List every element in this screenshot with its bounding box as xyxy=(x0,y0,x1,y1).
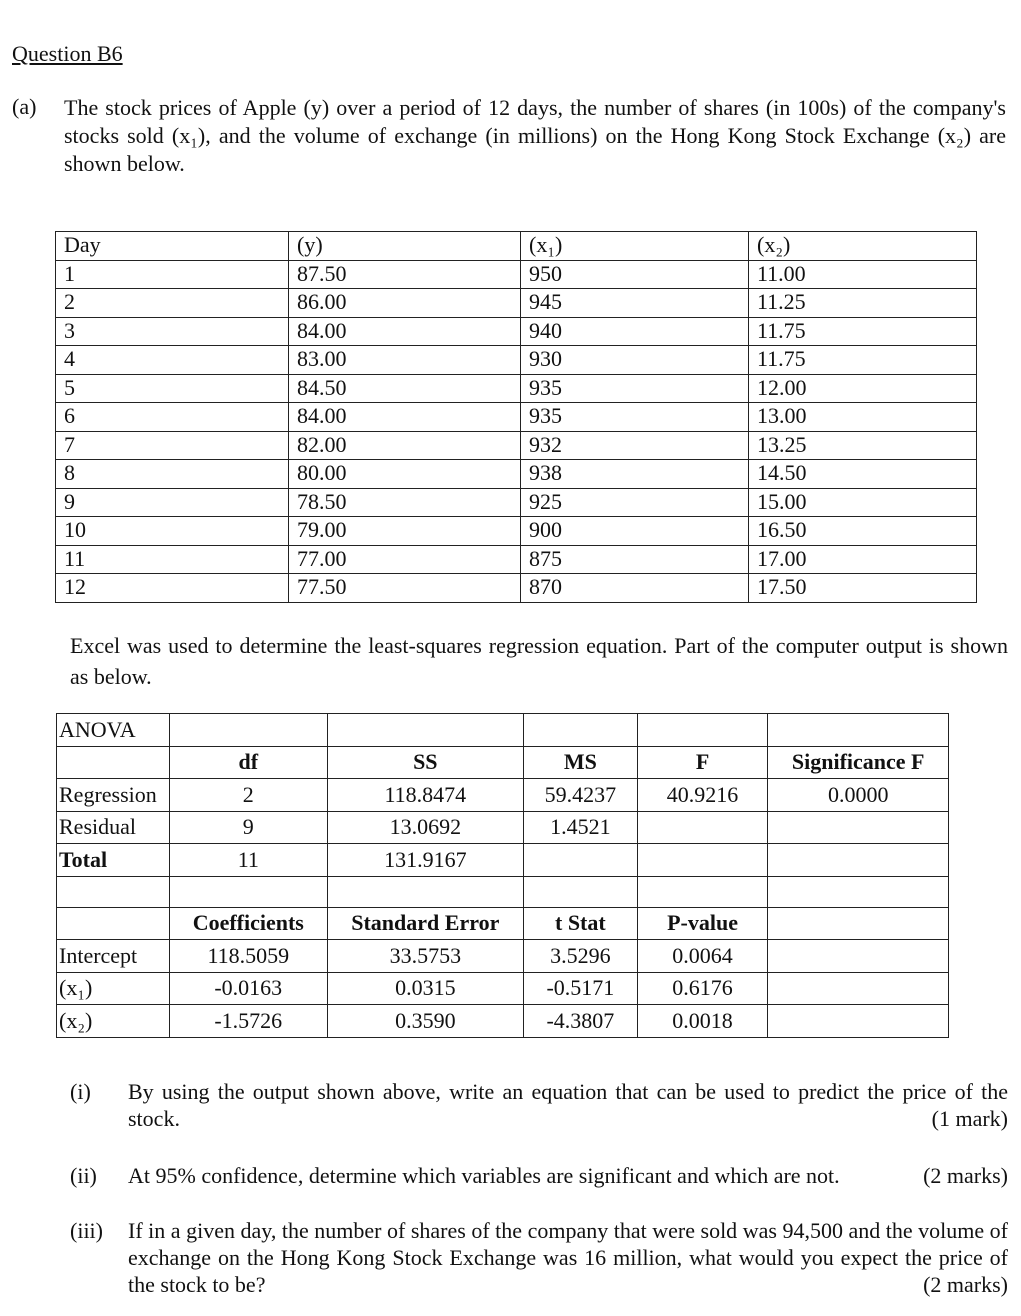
cell-se: 33.5753 xyxy=(327,940,523,973)
table-row xyxy=(56,488,977,517)
cell-x1: 950 xyxy=(521,260,749,289)
header-ss: SS xyxy=(327,746,523,779)
question-iii-marks: (2 marks) xyxy=(923,1272,1008,1297)
cell-p: 0.6176 xyxy=(637,972,768,1005)
cell-day: 1 xyxy=(56,260,289,289)
question-iii-text: If in a given day, the number of shares of the company that were sold was 94,500 and the volume of exchange on the Hong Kong Stock Exchange was 16 million, what would you expect the price of the stock to be? xyxy=(128,1218,1008,1297)
part-a-label: (a) xyxy=(12,94,37,119)
table-row xyxy=(56,431,977,460)
cell-se: 0.3590 xyxy=(327,1005,523,1038)
cell-x2: 11.25 xyxy=(749,289,977,318)
cell-x2: 17.00 xyxy=(749,545,977,574)
anova-table xyxy=(56,713,949,1038)
cell-y: 77.50 xyxy=(289,574,521,603)
cell-day: 10 xyxy=(56,517,289,546)
anova-title-row xyxy=(57,714,949,747)
row-label: (x₁) xyxy=(57,972,170,1005)
row-label: (x₂) xyxy=(57,1005,170,1038)
cell-day: 3 xyxy=(56,317,289,346)
cell-x2: 16.50 xyxy=(749,517,977,546)
cell-y: 77.00 xyxy=(289,545,521,574)
cell-x1: 875 xyxy=(521,545,749,574)
table-row xyxy=(56,460,977,489)
cell-x1: 900 xyxy=(521,517,749,546)
cell-x1: 938 xyxy=(521,460,749,489)
cell-x1: 932 xyxy=(521,431,749,460)
header-df: df xyxy=(169,746,327,779)
header-f: F xyxy=(637,746,768,779)
cell-x2: 11.00 xyxy=(749,260,977,289)
question-ii-number: (ii) xyxy=(70,1163,97,1188)
excel-output-intro: Excel was used to determine the least-squares regression equation. Part of the computer output is shown as below. xyxy=(70,633,1008,689)
anova-header-row xyxy=(57,746,949,779)
header-t-stat: t Stat xyxy=(523,907,637,940)
header-standard-error: Standard Error xyxy=(327,907,523,940)
cell-df: 9 xyxy=(169,811,327,844)
cell-y: 87.50 xyxy=(289,260,521,289)
part-a-intro: The stock prices of Apple (y) over a period of 12 days, the number of shares (in 100s) of the company's stocks sold (x₁), and the volume of exchange (in millions) on the Hong Kong Stock Exchange (x₂) are shown below. xyxy=(64,95,1006,176)
cell-y: 84.50 xyxy=(289,374,521,403)
cell-x2: 14.50 xyxy=(749,460,977,489)
table-row xyxy=(56,545,977,574)
cell-x1: 945 xyxy=(521,289,749,318)
cell-ss: 131.9167 xyxy=(327,844,523,877)
question-i xyxy=(128,1078,1008,1138)
cell-day: 6 xyxy=(56,403,289,432)
table-row xyxy=(56,403,977,432)
cell-p: 0.0064 xyxy=(637,940,768,973)
header-day: Day xyxy=(56,232,289,261)
cell-ss: 13.0692 xyxy=(327,811,523,844)
cell-f xyxy=(637,844,768,877)
row-label: Intercept xyxy=(57,940,170,973)
cell-sig xyxy=(768,811,949,844)
header-x2: (x₂) xyxy=(749,232,977,261)
cell-t: -4.3807 xyxy=(523,1005,637,1038)
cell-x2: 12.00 xyxy=(749,374,977,403)
table-row xyxy=(56,317,977,346)
cell-ms xyxy=(523,844,637,877)
question-iii-number: (iii) xyxy=(70,1218,103,1243)
cell-y: 78.50 xyxy=(289,488,521,517)
cell-y: 80.00 xyxy=(289,460,521,489)
cell-y: 86.00 xyxy=(289,289,521,318)
header-p-value: P-value xyxy=(637,907,768,940)
anova-row-regression xyxy=(57,779,949,812)
question-ii xyxy=(128,1162,1008,1192)
cell-coef: -1.5726 xyxy=(169,1005,327,1038)
cell-day: 2 xyxy=(56,289,289,318)
cell-x2: 15.00 xyxy=(749,488,977,517)
coef-row-x1 xyxy=(57,972,949,1005)
cell-x1: 925 xyxy=(521,488,749,517)
cell-sig xyxy=(768,844,949,877)
cell-x2: 13.00 xyxy=(749,403,977,432)
header-significance-f: Significance F xyxy=(768,746,949,779)
question-i-number: (i) xyxy=(70,1079,91,1104)
spacer-row xyxy=(57,876,949,907)
cell-ss: 118.8474 xyxy=(327,779,523,812)
cell-f xyxy=(637,811,768,844)
cell-day: 4 xyxy=(56,346,289,375)
row-label: Regression xyxy=(57,779,170,812)
header-coefficients: Coefficients xyxy=(169,907,327,940)
cell-day: 11 xyxy=(56,545,289,574)
cell-x2: 13.25 xyxy=(749,431,977,460)
table-row xyxy=(56,517,977,546)
question-iii xyxy=(128,1217,1008,1307)
cell-x1: 935 xyxy=(521,403,749,432)
question-title: Question B6 xyxy=(12,41,123,66)
cell-day: 9 xyxy=(56,488,289,517)
cell-day: 7 xyxy=(56,431,289,460)
cell-x2: 11.75 xyxy=(749,317,977,346)
coef-row-x2 xyxy=(57,1005,949,1038)
cell-y: 83.00 xyxy=(289,346,521,375)
anova-row-residual xyxy=(57,811,949,844)
table-header-row xyxy=(56,232,977,261)
table-row xyxy=(56,260,977,289)
row-label: Residual xyxy=(57,811,170,844)
cell-y: 84.00 xyxy=(289,403,521,432)
question-i-marks: (1 mark) xyxy=(931,1106,1008,1131)
cell-f: 40.9216 xyxy=(637,779,768,812)
header-ms: MS xyxy=(523,746,637,779)
row-label: Total xyxy=(57,844,170,877)
cell-x1: 930 xyxy=(521,346,749,375)
cell-y: 84.00 xyxy=(289,317,521,346)
cell-y: 79.00 xyxy=(289,517,521,546)
cell-x2: 17.50 xyxy=(749,574,977,603)
stock-data-table xyxy=(55,231,977,603)
anova-title: ANOVA xyxy=(57,714,170,747)
question-i-text: By using the output shown above, write an equation that can be used to predict the price of the stock. xyxy=(128,1079,1008,1131)
cell-coef: -0.0163 xyxy=(169,972,327,1005)
header-y: (y) xyxy=(289,232,521,261)
cell-y: 82.00 xyxy=(289,431,521,460)
table-row xyxy=(56,346,977,375)
cell-day: 8 xyxy=(56,460,289,489)
anova-row-total xyxy=(57,844,949,877)
cell-day: 5 xyxy=(56,374,289,403)
cell-x2: 11.75 xyxy=(749,346,977,375)
table-row xyxy=(56,374,977,403)
cell-t: 3.5296 xyxy=(523,940,637,973)
cell-df: 11 xyxy=(169,844,327,877)
question-ii-text: At 95% confidence, determine which variables are significant and which are not. xyxy=(128,1163,840,1188)
cell-x1: 935 xyxy=(521,374,749,403)
cell-se: 0.0315 xyxy=(327,972,523,1005)
cell-x1: 940 xyxy=(521,317,749,346)
cell-t: -0.5171 xyxy=(523,972,637,1005)
cell-ms: 59.4237 xyxy=(523,779,637,812)
cell-coef: 118.5059 xyxy=(169,940,327,973)
cell-x1: 870 xyxy=(521,574,749,603)
table-row xyxy=(56,289,977,318)
cell-df: 2 xyxy=(169,779,327,812)
cell-p: 0.0018 xyxy=(637,1005,768,1038)
cell-day: 12 xyxy=(56,574,289,603)
header-x1: (x₁) xyxy=(521,232,749,261)
table-row xyxy=(56,574,977,603)
question-ii-marks: (2 marks) xyxy=(923,1163,1008,1188)
cell-sig: 0.0000 xyxy=(768,779,949,812)
coef-header-row xyxy=(57,907,949,940)
coef-row-intercept xyxy=(57,940,949,973)
cell-ms: 1.4521 xyxy=(523,811,637,844)
